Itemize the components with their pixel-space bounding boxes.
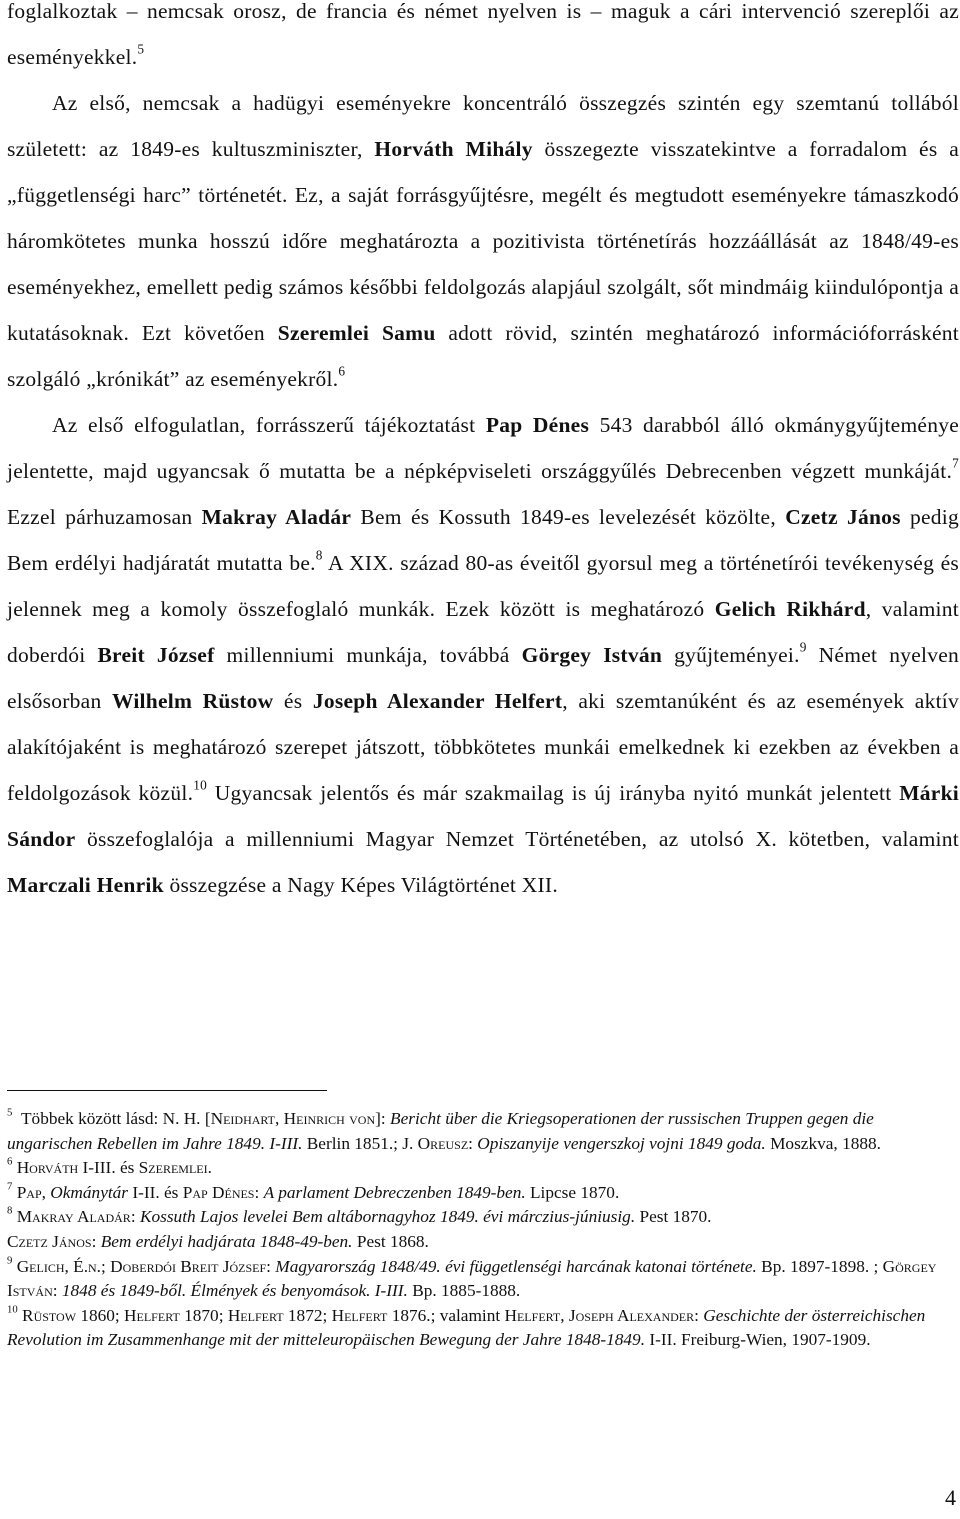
footnote-number: 10 [7,1303,18,1316]
footnote-author: Horváth [16,1158,79,1178]
footnote-9 [7,1255,959,1304]
footnote-text: 1876.; valamint [387,1305,505,1325]
page-number: 4 [945,1485,956,1510]
body-text [7,0,959,908]
paragraph-text: A XIX. század 80-as éveitől gyorsul meg a történetírói tevékenység és jelennek meg a komoly összefoglaló munkák. Ezek között is meghatározó [7,551,959,621]
footnote-author: Gelich, É.n. [16,1256,101,1276]
footnote-title: Bericht über die Kriegsoperationen der russischen Truppen gegen die ungarischen Rebellen im Jahre 1849. I-III. [7,1109,874,1153]
footnote-author: Szeremlei [138,1158,208,1178]
footnote-text: : [52,1281,62,1301]
footnote-ref-6: 6 [338,363,346,379]
footnote-text: I-III. és [78,1158,139,1178]
footnotes [7,1107,959,1353]
paragraph-text: Az első elfogulatlan, forrásszerű tájékoztatást [52,413,476,437]
footnote-5 [7,1107,959,1156]
footnote-text: , [41,1182,51,1202]
name-gelich-rikhard: Gelich Rikhárd [714,597,866,621]
footnote-number: 7 [7,1180,13,1193]
name-horvath-mihaly: Horváth Mihály [374,137,533,161]
footnote-number: 6 [7,1155,13,1168]
footnote-ref-8: 8 [315,547,323,563]
footnote-author: Makray Aladár [16,1207,131,1227]
footnote-text: . [207,1158,212,1178]
footnote-text: Bp. 1885-1888. [407,1281,521,1301]
paragraph-3 [7,402,959,908]
paragraph-text: Ugyancsak jelentős és már szakmailag is új irányba nyitó munkát jelentett [214,781,892,805]
footnote-author: Oreusz [417,1133,469,1153]
name-pap-denes: Pap Dénes [485,413,590,437]
name-czetz-janos: Czetz János [785,505,901,529]
paragraph-text: foglalkoztak – nemcsak orosz, de francia és német nyelven is – maguk a cári intervenció szereplői az eseményekkel. [7,0,959,69]
footnote-text: Bp. 1897-1898. ; [756,1256,883,1276]
footnote-title: Kossuth Lajos levelei Bem altábornagyhoz 1849. évi márczius-júniusig. [139,1207,636,1227]
paragraph-text: összegzése a Nagy Képes Világtörténet XII. [169,873,558,897]
footnote-text: I-II. Freiburg-Wien, 1907-1909. [645,1330,871,1350]
footnote-text: Pest 1868. [352,1231,429,1251]
footnote-number: 9 [7,1253,13,1266]
name-makray-aladar: Makray Aladár [201,505,352,529]
paragraph-1 [7,0,959,80]
footnote-text: ; [101,1256,111,1276]
name-wilhelm-rustow: Wilhelm Rüstow [111,689,274,713]
footnote-10 [7,1304,959,1353]
footnote-author: Görgey István [7,1256,937,1301]
footnote-author: Helfert [124,1305,180,1325]
paragraph-text: , valamint doberdói [7,597,959,667]
footnote-author: Doberdói Breit József [110,1256,267,1276]
footnote-author: Rüstow [22,1305,77,1325]
footnote-text: : [91,1231,101,1251]
paragraph-text: összegezte visszatekintve a forradalom és a „függetlenségi harc” történetét. Ez, a saját forrásgyűjtésre, megélt és megtudott eseményekre támaszkodó háromkötetes munka hosszú időre meghatározta a pozitivista történetírás hozzáállását az 1848/49-es eseményekhez, emellett pedig számos későbbi feldolgozás alapjául szolgált, sőt mindmáig kiindulópontja a kutatásoknak. Ezt követően [7,137,960,345]
footnote-6 [7,1156,959,1181]
footnote-text: ]: [375,1109,391,1128]
footnote-title: A parlament Debreczenben 1849-ben. [263,1182,526,1202]
footnote-number: 8 [7,1204,13,1217]
footnote-text: Lipcse 1870. [525,1182,620,1202]
footnote-text: : [130,1207,140,1227]
name-gorgey-istvan: Görgey István [521,643,663,667]
footnote-author: Czetz János [7,1231,92,1251]
footnote-number: 5 [7,1106,13,1119]
paragraph-text: Az első, nemcsak a hadügyi eseményekre koncentráló összegzés szintén egy szemtanú tollából született: az 1849-es kultuszminiszter, [7,91,959,161]
footnote-text: 1870; [179,1305,228,1325]
footnote-text: : [694,1305,704,1325]
footnote-author: Helfert [227,1305,284,1325]
paragraph-text: Bem és Kossuth 1849-es levelezését közölte, [360,505,776,529]
name-marki-sandor: Márki Sándor [7,781,960,851]
footnote-text: 1860; [76,1305,125,1325]
name-breit-jozsef: Breit József [97,643,215,667]
footnote-author: Pap [16,1182,42,1202]
footnote-author: Pap Dénes [182,1182,255,1202]
footnote-ref-5: 5 [137,41,145,57]
footnote-text: Berlin 1851.; J. [302,1133,418,1153]
footnote-8 [7,1205,959,1254]
footnote-title: Okmánytár [50,1182,129,1202]
footnote-separator [7,1090,327,1091]
footnote-title: Geschichte der österreichischen Revolution im Zusammenhange mit der mitteleuropäischen Bewegung der Jahre 1848-1849. [7,1305,926,1350]
paragraph-text: összefoglalója a millenniumi Magyar Nemzet Történetében, az utolsó X. kötetben, valamint [86,827,959,851]
footnote-ref-9: 9 [799,639,807,655]
name-marczali-henrik: Marczali Henrik [7,873,164,897]
paragraph-text: , aki szemtanúként és az események aktív alakítójaként is meghatározó szerepet játszott, többkötetes munkái emelkednek ki ezekben az években a feldolgozások közül. [7,689,960,805]
footnote-text: Pest 1870. [635,1207,712,1227]
paragraph-text: pedig Bem erdélyi hadjáratát mutatta be. [7,505,960,575]
footnote-text: : [468,1133,478,1153]
paragraph-text: millenniumi munkája, továbbá [226,643,510,667]
footnote-author: Neidhart, Heinrich von [210,1109,376,1128]
footnote-ref-7: 7 [952,455,959,471]
footnote-7 [7,1181,959,1206]
paragraph-2 [7,80,959,402]
footnote-title: 1848 és 1849-ből. Élmények és benyomások. I-III. [61,1281,408,1301]
paragraph-text: és [283,689,303,713]
name-szeremlei-samu: Szeremlei Samu [277,321,436,345]
paragraph-text: gyűjteményei. [674,643,800,667]
footnote-author: Helfert, Joseph Alexander [504,1305,695,1325]
footnote-title: Magyarország 1848/49. évi függetlenségi harcának katonai története. [275,1256,757,1276]
footnote-text: : [266,1256,276,1276]
paragraph-text: adott rövid, szintén meghatározó információforrásként szolgáló „krónikát” az eseményekről. [7,321,960,391]
footnote-text: I-II. és [128,1182,183,1202]
paragraph-text: Német nyelven elsősorban [7,643,960,713]
footnote-title: Opiszanyije vengerszkoj vojni 1849 goda. [477,1133,766,1153]
footnote-title: Bem erdélyi hadjárata 1848-49-ben. [100,1231,353,1251]
footnote-text: Moszkva, 1888. [765,1133,881,1153]
footnote-text: : [254,1182,264,1202]
footnote-author: Helfert [331,1305,388,1325]
footnote-ref-10: 10 [193,777,208,793]
paragraph-text: 543 darabból álló okmánygyűjteménye jelentette, majd ugyancsak ő mutatta be a népképviseleti országgyűlés Debrecenben végzett munkáját. [7,413,960,483]
paragraph-text: Ezzel párhuzamosan [7,505,193,529]
footnote-text: 1872; [283,1305,332,1325]
name-joseph-alexander-helfert: Joseph Alexander Helfert [312,689,563,713]
footnote-text: Többek között lásd: N. H. [ [21,1109,211,1128]
